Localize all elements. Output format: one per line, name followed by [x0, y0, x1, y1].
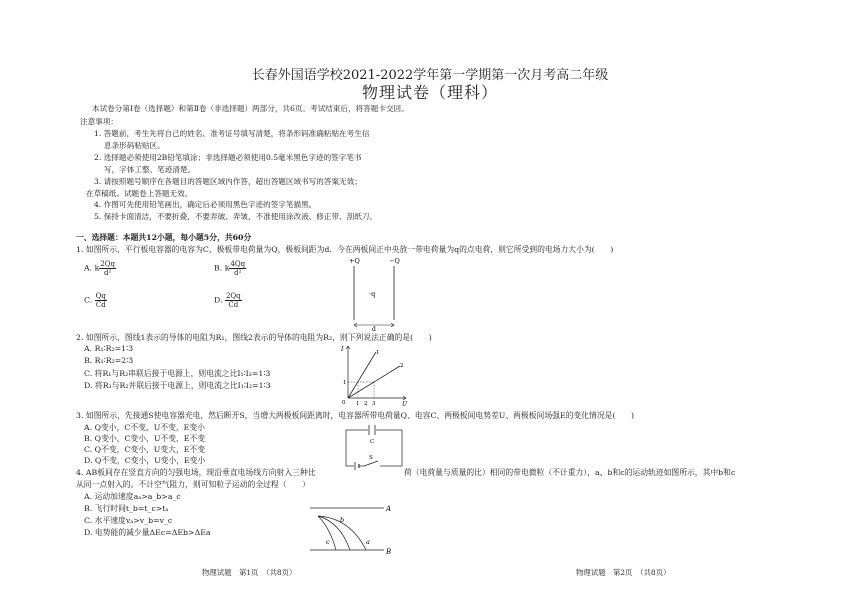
notice-item-1-cont: 息条形码粘贴区。 — [104, 141, 165, 150]
q4-trajectory-figure — [306, 500, 410, 560]
q2-tick-y: 1 — [343, 380, 347, 386]
q4-plate-b-label: B — [386, 548, 392, 556]
q2-origin: 0 — [342, 400, 346, 406]
q2-stem: 2. 如图所示，图线1表示的导体的电阻为R₁，图线2表示的导体的电阻为R₂，则下列说法正确的是( ) — [76, 333, 432, 342]
q2-line-1 — [348, 352, 376, 398]
q1-option-d-fraction — [225, 292, 242, 309]
q4-label-a: a — [366, 538, 370, 546]
q2-option-b: B. R₁∶R₂=2∶3 — [84, 356, 134, 365]
q1-option-c — [84, 292, 107, 309]
q3-circuit-loop — [346, 430, 402, 466]
q1-option-a — [84, 260, 116, 277]
q1-option-a-den: d² — [104, 269, 112, 277]
q1-minus-label: −Q — [389, 257, 400, 265]
q1-option-d-label: D. — [214, 295, 223, 305]
footer-left: 物理试题 第1页 （共8页） — [202, 568, 297, 577]
q1-option-b-label: B. — [214, 263, 223, 273]
q2-tick-x2: 2 — [364, 401, 368, 407]
q4-option-a: A. 运动加速度aₐ>a_b>a_c — [84, 492, 181, 501]
notice-item-3-cont: 在草稿纸、试题卷上答题无效。 — [86, 189, 193, 198]
q1-option-c-fraction — [95, 292, 107, 309]
q2-option-c: C. 将R₁与R₂串联后接于电源上，则电流之比I₁∶I₂=1∶3 — [84, 369, 271, 378]
q1-option-d-num: 2Qq — [225, 292, 241, 300]
q1-charge-label: ·q — [369, 290, 376, 298]
q1-option-b-num: 4Qq — [230, 260, 246, 268]
q1-option-a-k: k — [94, 263, 100, 273]
q3-option-c: C. Q不变，C变小，U变大，E不变 — [84, 445, 206, 454]
q1-option-b-k: k — [224, 263, 230, 273]
q1-option-b — [214, 260, 246, 277]
q1-option-a-label: A. — [84, 263, 93, 273]
notice-item-5: 5. 保持卡面清洁，不要折叠，不要弄破、弄皱，不准使用涂改液、修正带、刮纸刀。 — [94, 212, 378, 221]
notice-item-4: 4. 作图可先使用铅笔画出，确定后必须用黑色字迹的签字笔描黑。 — [94, 200, 317, 209]
q2-line-2-label: 2 — [400, 363, 404, 369]
notice-item-2-cont: 写，字体工整、笔迹清楚。 — [104, 165, 196, 174]
q1-option-b-fraction — [229, 260, 246, 277]
q4-stem-line2: 从同一点射入的。不计空气阻力，则可知粒子运动的全过程（ ） — [76, 480, 310, 489]
q4-option-b: B. 飞行时间t_b=t_c>tₐ — [84, 504, 169, 513]
q3-circuit-figure — [340, 424, 406, 474]
intro-text: 本试卷分第Ⅰ卷（选择题）和第Ⅱ卷（非选择题）两部分，共6页。考试结束后，将答题卡交回。 — [92, 104, 409, 113]
notice-item-3: 3. 请按照题号顺序在各题目的答题区域内作答，超出答题区域书写的答案无效； — [94, 177, 362, 186]
notice-heading: 注意事项： — [80, 117, 118, 126]
q1-option-c-label: C. — [84, 295, 93, 305]
q3-switch-label: S — [369, 455, 373, 461]
notice-item-2: 2. 选择题必须使用2B铅笔填涂；非选择题必须使用0.5毫米黑色字迹的签字笔书 — [94, 153, 362, 162]
q1-option-b-den: d² — [234, 269, 242, 277]
q2-tick-x1: 1 — [356, 401, 360, 407]
q2-option-d: D. 将R₁与R₂并联后接于电源上，则电流之比I₁∶I₂=1∶3 — [84, 381, 271, 390]
q1-option-d — [214, 292, 242, 309]
footer-right: 物理试题 第2页 （共8页） — [576, 568, 671, 577]
q2-i-label: I — [341, 346, 344, 353]
q4-label-b: b — [340, 516, 345, 524]
q1-option-a-fraction — [99, 260, 116, 277]
school-title: 长春外国语学校2021-2022学年第一学期第一次月考高二年级 — [251, 68, 609, 83]
q4-option-d: D. 电势能的减少量ΔEc=ΔEb>ΔEa — [84, 528, 211, 537]
q4-plate-a-label: A — [386, 505, 392, 513]
section-heading: 一、选择题：本题共12小题，每小题5分，共60分 — [76, 233, 252, 242]
q1-stem: 1. 如图所示，平行板电容器的电容为C，极板带电荷量为Q，极板间距为d．今在两板间正中央放一带电荷量为q的点电荷，则它所受到的电场力大小为( ) — [76, 245, 614, 254]
q2-iu-graph — [338, 342, 410, 408]
q3-option-b: B. Q变小，C变小，U不变，E不变 — [84, 434, 206, 443]
q3-option-d: D. Q不变，C变小，U变小，E变小 — [84, 456, 206, 465]
q1-distance-label: d — [372, 326, 376, 332]
q2-tick-x3: 3 — [372, 401, 376, 407]
exam-title: 物理试卷（理科） — [361, 83, 498, 102]
q1-capacitor-figure — [340, 254, 420, 332]
q3-stem: 3. 如图所示，先接通S使电容器充电，然后断开S，当增大两极板间距离时，电容器所带电荷量Q、电容C、两极板间电势差U、两极板间场强E的变化情况是( ) — [76, 411, 635, 420]
q4-option-c: C. 水平速度vₐ>v_b=v_c — [84, 516, 173, 525]
q4-label-c: c — [326, 538, 330, 546]
q1-option-a-num: 2Qq — [100, 260, 116, 268]
q2-option-a: A. R₁∶R₂=1∶3 — [84, 344, 134, 353]
q4-stem-line1-left: 4. AB板间存在竖直方向的匀强电场，现沿垂直电场线方向射入三种比 — [76, 468, 316, 477]
q1-plus-label: +Q — [349, 257, 360, 265]
q2-u-label: U — [402, 401, 408, 408]
q4-stem-line1-right: 荷（电荷量与质量的比）相同的带电微粒（不计重力），a、b和c的运动轨迹如图所示，其中b和c — [404, 468, 736, 477]
q1-option-c-num: Qq — [95, 292, 106, 300]
q1-option-d-den: Cd — [228, 301, 239, 309]
q1-option-c-den: Cd — [95, 301, 106, 309]
notice-item-1: 1. 答题前，考生先将自己的姓名、准考证号填写清楚，将条形码准确粘贴在考生信 — [94, 129, 370, 138]
q3-option-a: A. Q变小，C不变，U不变，E变小 — [84, 423, 205, 432]
q3-cap-label: C — [370, 439, 375, 445]
q2-line-1-label: 1 — [376, 350, 380, 356]
